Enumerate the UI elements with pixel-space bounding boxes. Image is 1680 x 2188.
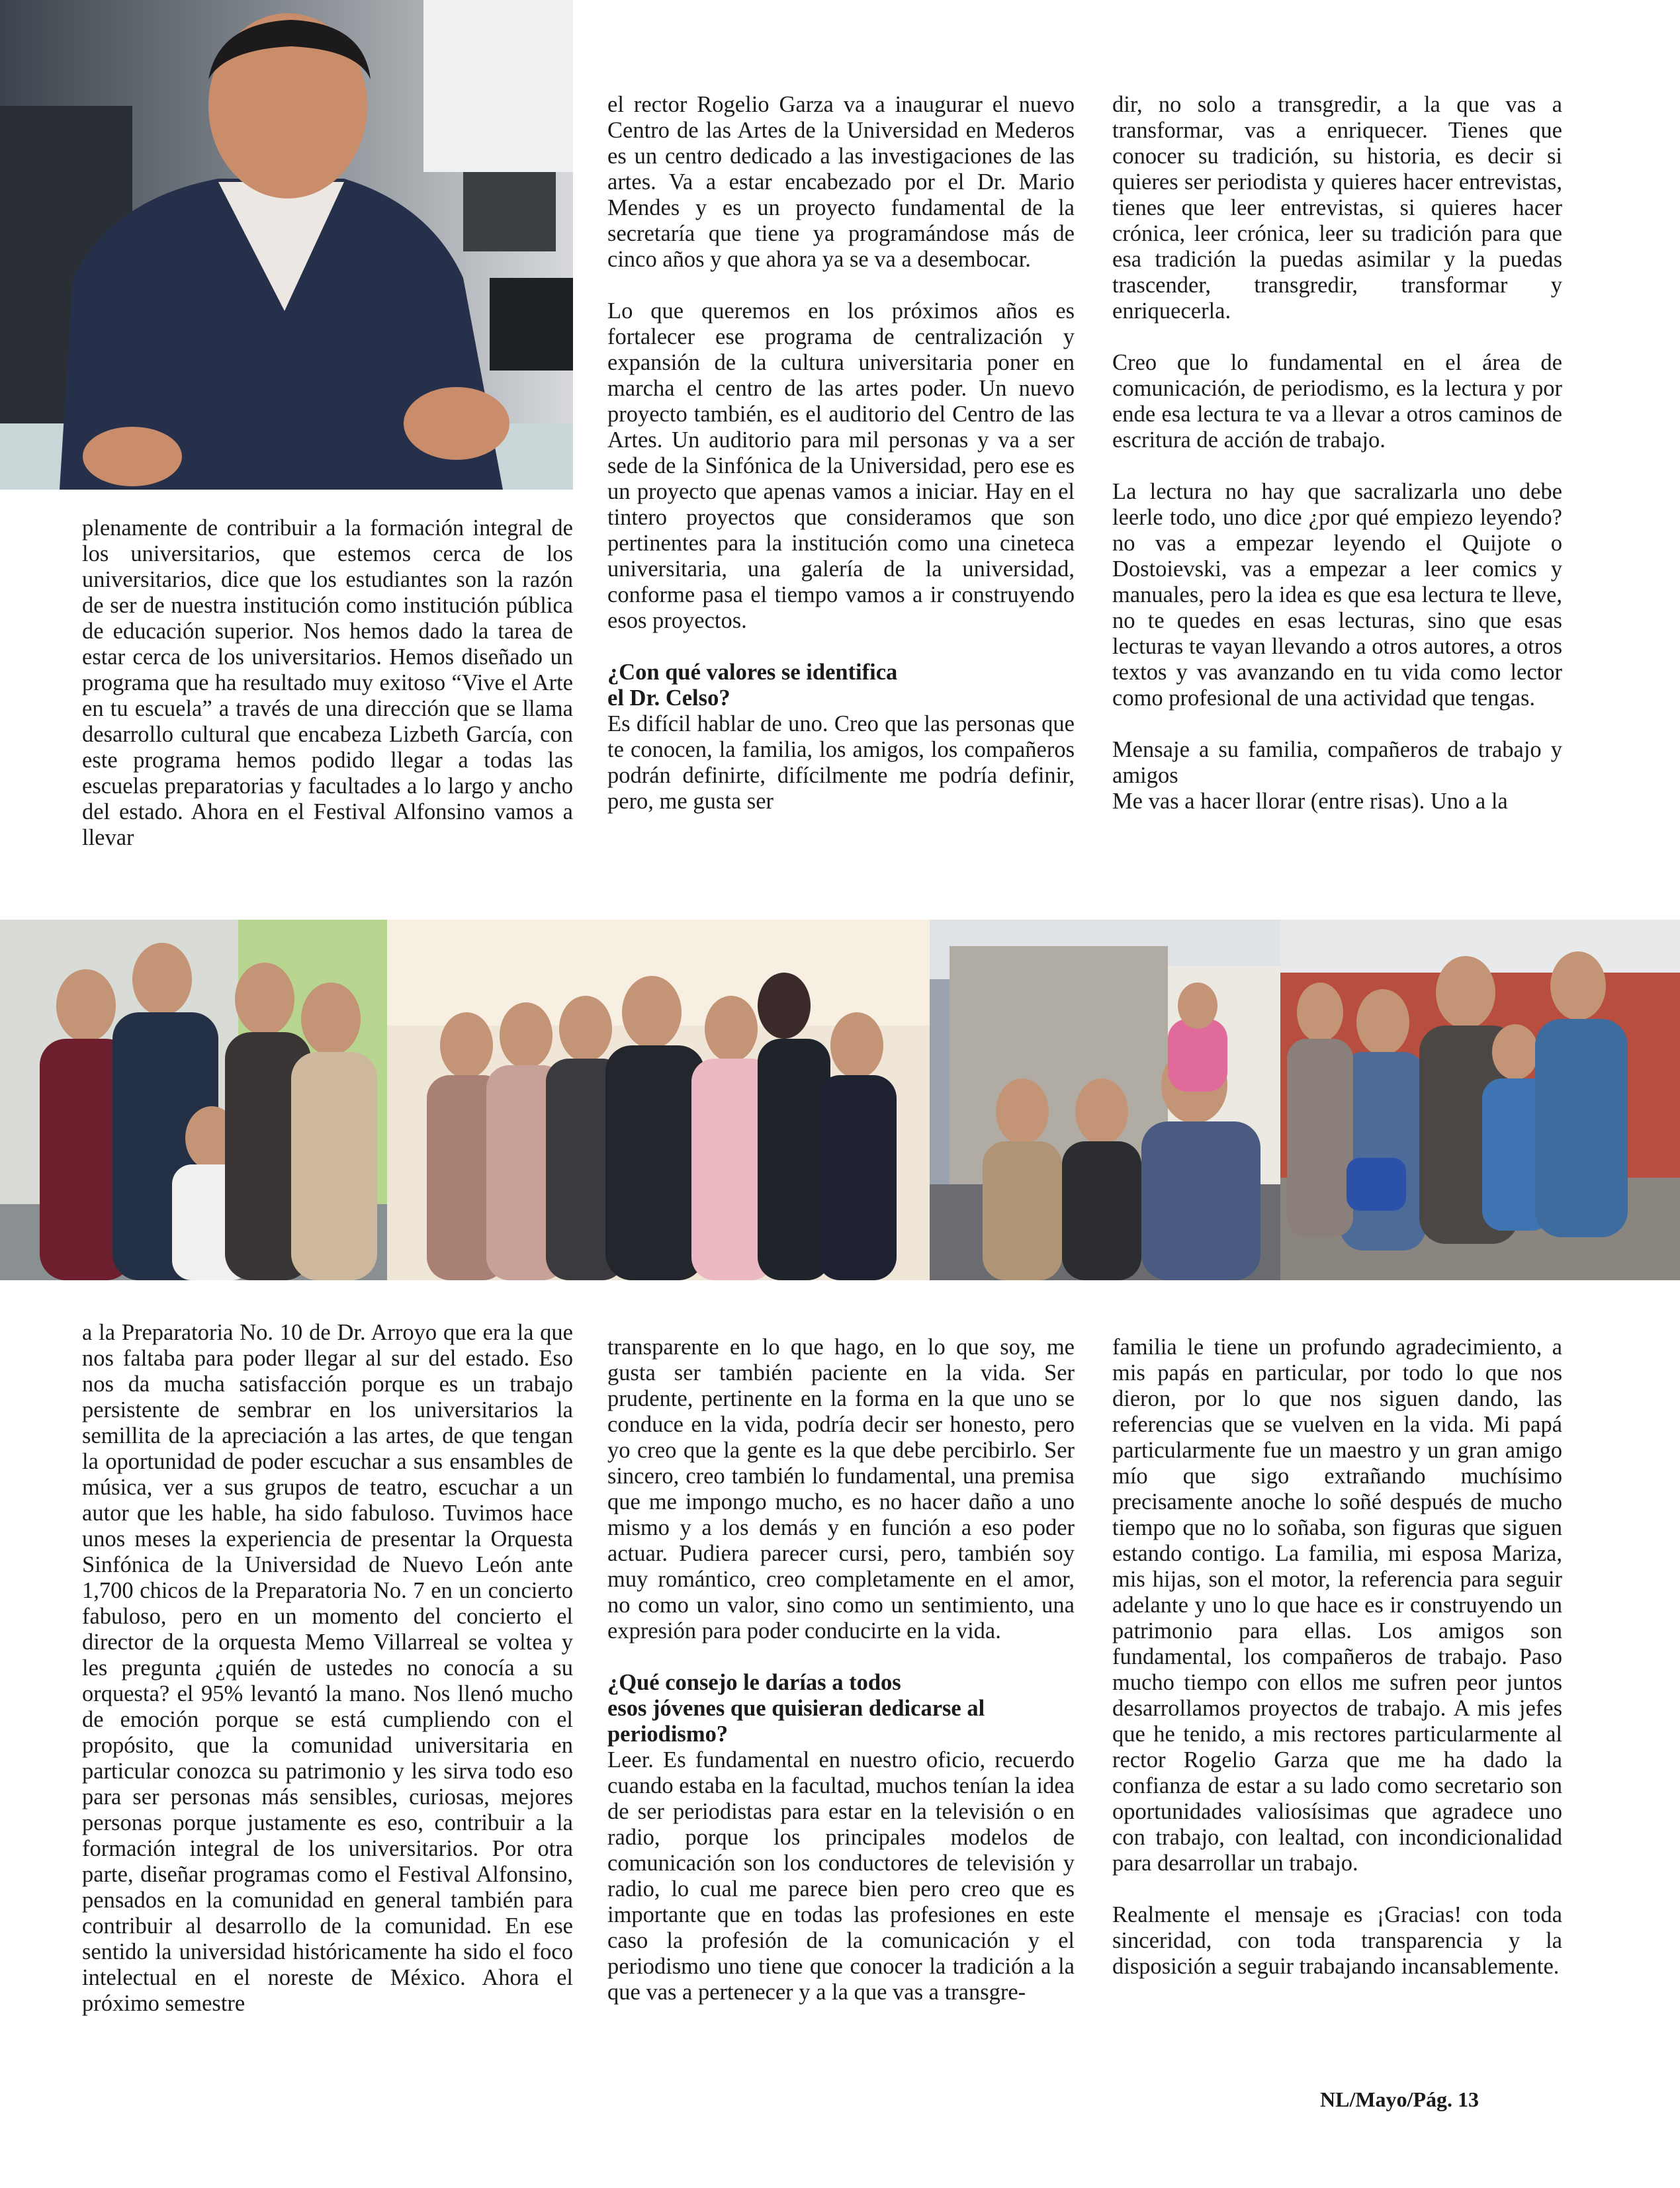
page-folio: NL/Mayo/Pág. 13 <box>1320 2087 1479 2111</box>
article-column-bottom-left <box>82 1320 573 2017</box>
paragraph: Creo que lo fundamental en el área de comunicación, de periodismo, es la lectura y por ende esa lectura te va a llevar a otros caminos de escritura de acción de trabajo. <box>1112 350 1562 453</box>
family-photo-4 <box>1280 920 1680 1280</box>
paragraph: familia le tiene un profundo agradecimiento, a mis papás en particular, por todo lo que nos dieron, por lo que nos siguen dando, las referencias que se vuelven en la vida. Mi papá particularmente fue un maestro y un gran amigo mío que sigo extrañando muchísimo precisamente anoche lo soñé después de mucho tiempo que no lo soñaba, son figuras que siguen estando contigo. La familia, mi esposa Mariza, mis hijas, son el motor, la referencia para seguir adelante y uno lo que hace es ir construyendo un patrimonio para ellas. Los amigos son fundamental, los compañeros de trabajo. Paso mucho tiempo con ellos me sufren peor juntos desarrollamos proyectos de trabajo. A mis jefes que he tenido, a mis rectores particularmente al rector Rogelio Garza que me ha dado la confianza de estar a su lado como secretario son oportunidades valiosísimas que agradece uno con trabajo, con lealtad, con incondicionalidad para desarrollar un trabajo. <box>1112 1335 1562 1876</box>
portrait-photo <box>0 0 573 490</box>
paragraph: Leer. Es fundamental en nuestro oficio, recuerdo cuando estaba en la facultad, muchos tenían la idea de ser periodistas para estar en la televisión o en radio, porque los principales modelos de comunicación son los conductores de televisión y radio, lo cual me parece bien pero creo que es importante que en todas las profesiones en este caso la profesión de la comunicación y el periodismo uno tiene que conocer la tradición a la que vas a pertenecer y a la que vas a transgre- <box>607 1747 1075 2005</box>
paragraph: transparente en lo que hago, en lo que soy, me gusta ser también paciente en la vida. Ser prudente, pertinente en la forma en la que uno se conduce en la vida, podría decir ser honesto, pero yo creo que la gente es la que debe percibirlo. Ser sincero, creo también lo fundamental, una premisa que me impongo mucho, es no hacer daño a uno mismo y a los demás y en función a eso poder actuar. Pudiera parecer cursi, pero, también soy muy romántico, creo completamente en el amor, no como un valor, sino como un sentimiento, una expresión para poder conducirte en la vida. <box>607 1335 1075 1643</box>
article-column-top-right <box>1112 92 1562 814</box>
family-photo-3 <box>930 920 1280 1280</box>
family-photo-2 <box>387 920 930 1280</box>
message-title: Mensaje a su familia, compañeros de trabajo y amigos <box>1112 737 1562 788</box>
section-heading-values: ¿Con qué valores se identifica el Dr. Celso? <box>607 660 898 711</box>
paragraph: dir, no solo a transgredir, a la que vas a transformar, vas a enriquecer. Tienes que conocer su tradición, su historia, es decir si quieres ser periodista y quieres hacer entrevistas, tienes que leer entrevistas, si quieres hacer crónica, leer crónica, leer su tradición para que esa tradición la puedas asimilar y la puedas trascender, transgredir, transformar y enriquecerla. <box>1112 92 1562 324</box>
paragraph: a la Preparatoria No. 10 de Dr. Arroyo que era la que nos faltaba para poder llegar al sur del estado. Eso nos da mucha satisfacción porque es un trabajo persistente de sembrar en los universitarios la semillita de la apreciación a las artes, de que tengan la oportunidad de poder escuchar a sus ensambles de música, ver a sus grupos de teatro, escuchar a un autor que les hable, ha sido fabuloso. Tuvimos hace unos meses la experiencia de presentar la Orquesta Sinfónica de la Universidad de Nuevo León ante 1,700 chicos de la Preparatoria No. 7 en un concierto fabuloso, pero en un momento del concierto el director de la orquesta Memo Villarreal se voltea y les pregunta ¿quién de ustedes no conocía a su orquesta? el 95% levantó la mano. Nos llenó mucho de emoción porque se está cumpliendo con el propósito, que la comunidad universitaria en particular conozca su patrimonio y les sirva todo eso para ser personas más sensibles, curiosas, mejores personas porque justamente es eso, contribuir a la formación integral de los universitarios. Por otra parte, diseñar programas como el Festival Alfonsino, pensados en la comunidad en general también para contribuir al desarrollo de la comunidad. En ese sentido la universidad históricamente ha sido el foco intelectual en el noreste de México. Ahora el próximo semestre <box>82 1320 573 2016</box>
article-column-top-left <box>82 515 573 851</box>
paragraph: plenamente de contribuir a la formación integral de los universitarios, que estemos cerca de los universitarios, dice que los estudiantes son la razón de ser de nuestra institución como institución pública de educación superior. Nos hemos dado la tarea de estar cerca de los universitarios. Hemos diseñado un programa que ha resultado muy exitoso “Vive el Arte en tu escuela” a través de una dirección que se llama desarrollo cultural que encabeza Lizbeth García, con este programa hemos podido llegar a todas las escuelas preparatorias y facultades a lo largo y ancho del estado. Ahora en el Festival Alfonsino vamos a llevar <box>82 515 573 850</box>
article-column-top-middle <box>607 92 1075 814</box>
paragraph: el rector Rogelio Garza va a inaugurar el nuevo Centro de las Artes de la Universidad en Mederos es un centro dedicado a las investigaciones de las artes. Va a estar encabezado por el Dr. Mario Mendes y es un proyecto fundamental de la secretaría que tiene ya programándose más de cinco años y que ahora ya se va a desembocar. <box>607 92 1075 272</box>
family-photo-1 <box>0 920 387 1280</box>
paragraph: La lectura no hay que sacralizarla uno debe leerle todo, uno dice ¿por qué empiezo leyendo? no vas a empezar leyendo el Quijote o Dostoievski, vas a empezar a leer comics y manuales, pero la idea es que esa lectura te lleve, no te quedes en esas lecturas, sino que esas lecturas te vayan llevando a otros autores, a otros textos y vas avanzando en tu vida como lector como profesional de una actividad que tengas. <box>1112 479 1562 711</box>
article-column-bottom-right <box>1112 1335 1562 1980</box>
paragraph: Me vas a hacer llorar (entre risas). Uno a la <box>1112 789 1508 814</box>
paragraph: Lo que queremos en los próximos años es fortalecer ese programa de centralización y expansión de la cultura universitaria poner en marcha el centro de las artes poder. Un nuevo proyecto también, es el auditorio del Centro de las Artes. Un auditorio para mil personas y va a ser sede de la Sinfónica de la Universidad, pero ese es un proyecto que apenas vamos a iniciar. Hay en el tintero proyectos que consideramos que son pertinentes para la institución como una cineteca universitaria, una galería de la universidad, conforme pasa el tiempo vamos a ir construyendo esos proyectos. <box>607 298 1075 633</box>
section-heading-advice: ¿Qué consejo le darías a todos esos jóvenes que quisieran dedicarse al periodismo? <box>607 1670 985 1747</box>
paragraph: Es difícil hablar de uno. Creo que las personas que te conocen, la familia, los amigos, los compañeros podrán definirte, difícilmente me podría definir, pero, me gusta ser <box>607 711 1075 814</box>
article-column-bottom-middle <box>607 1335 1075 2005</box>
paragraph: Realmente el mensaje es ¡Gracias! con toda sinceridad, con toda transparencia y la disposición a seguir trabajando incansablemente. <box>1112 1902 1562 1979</box>
